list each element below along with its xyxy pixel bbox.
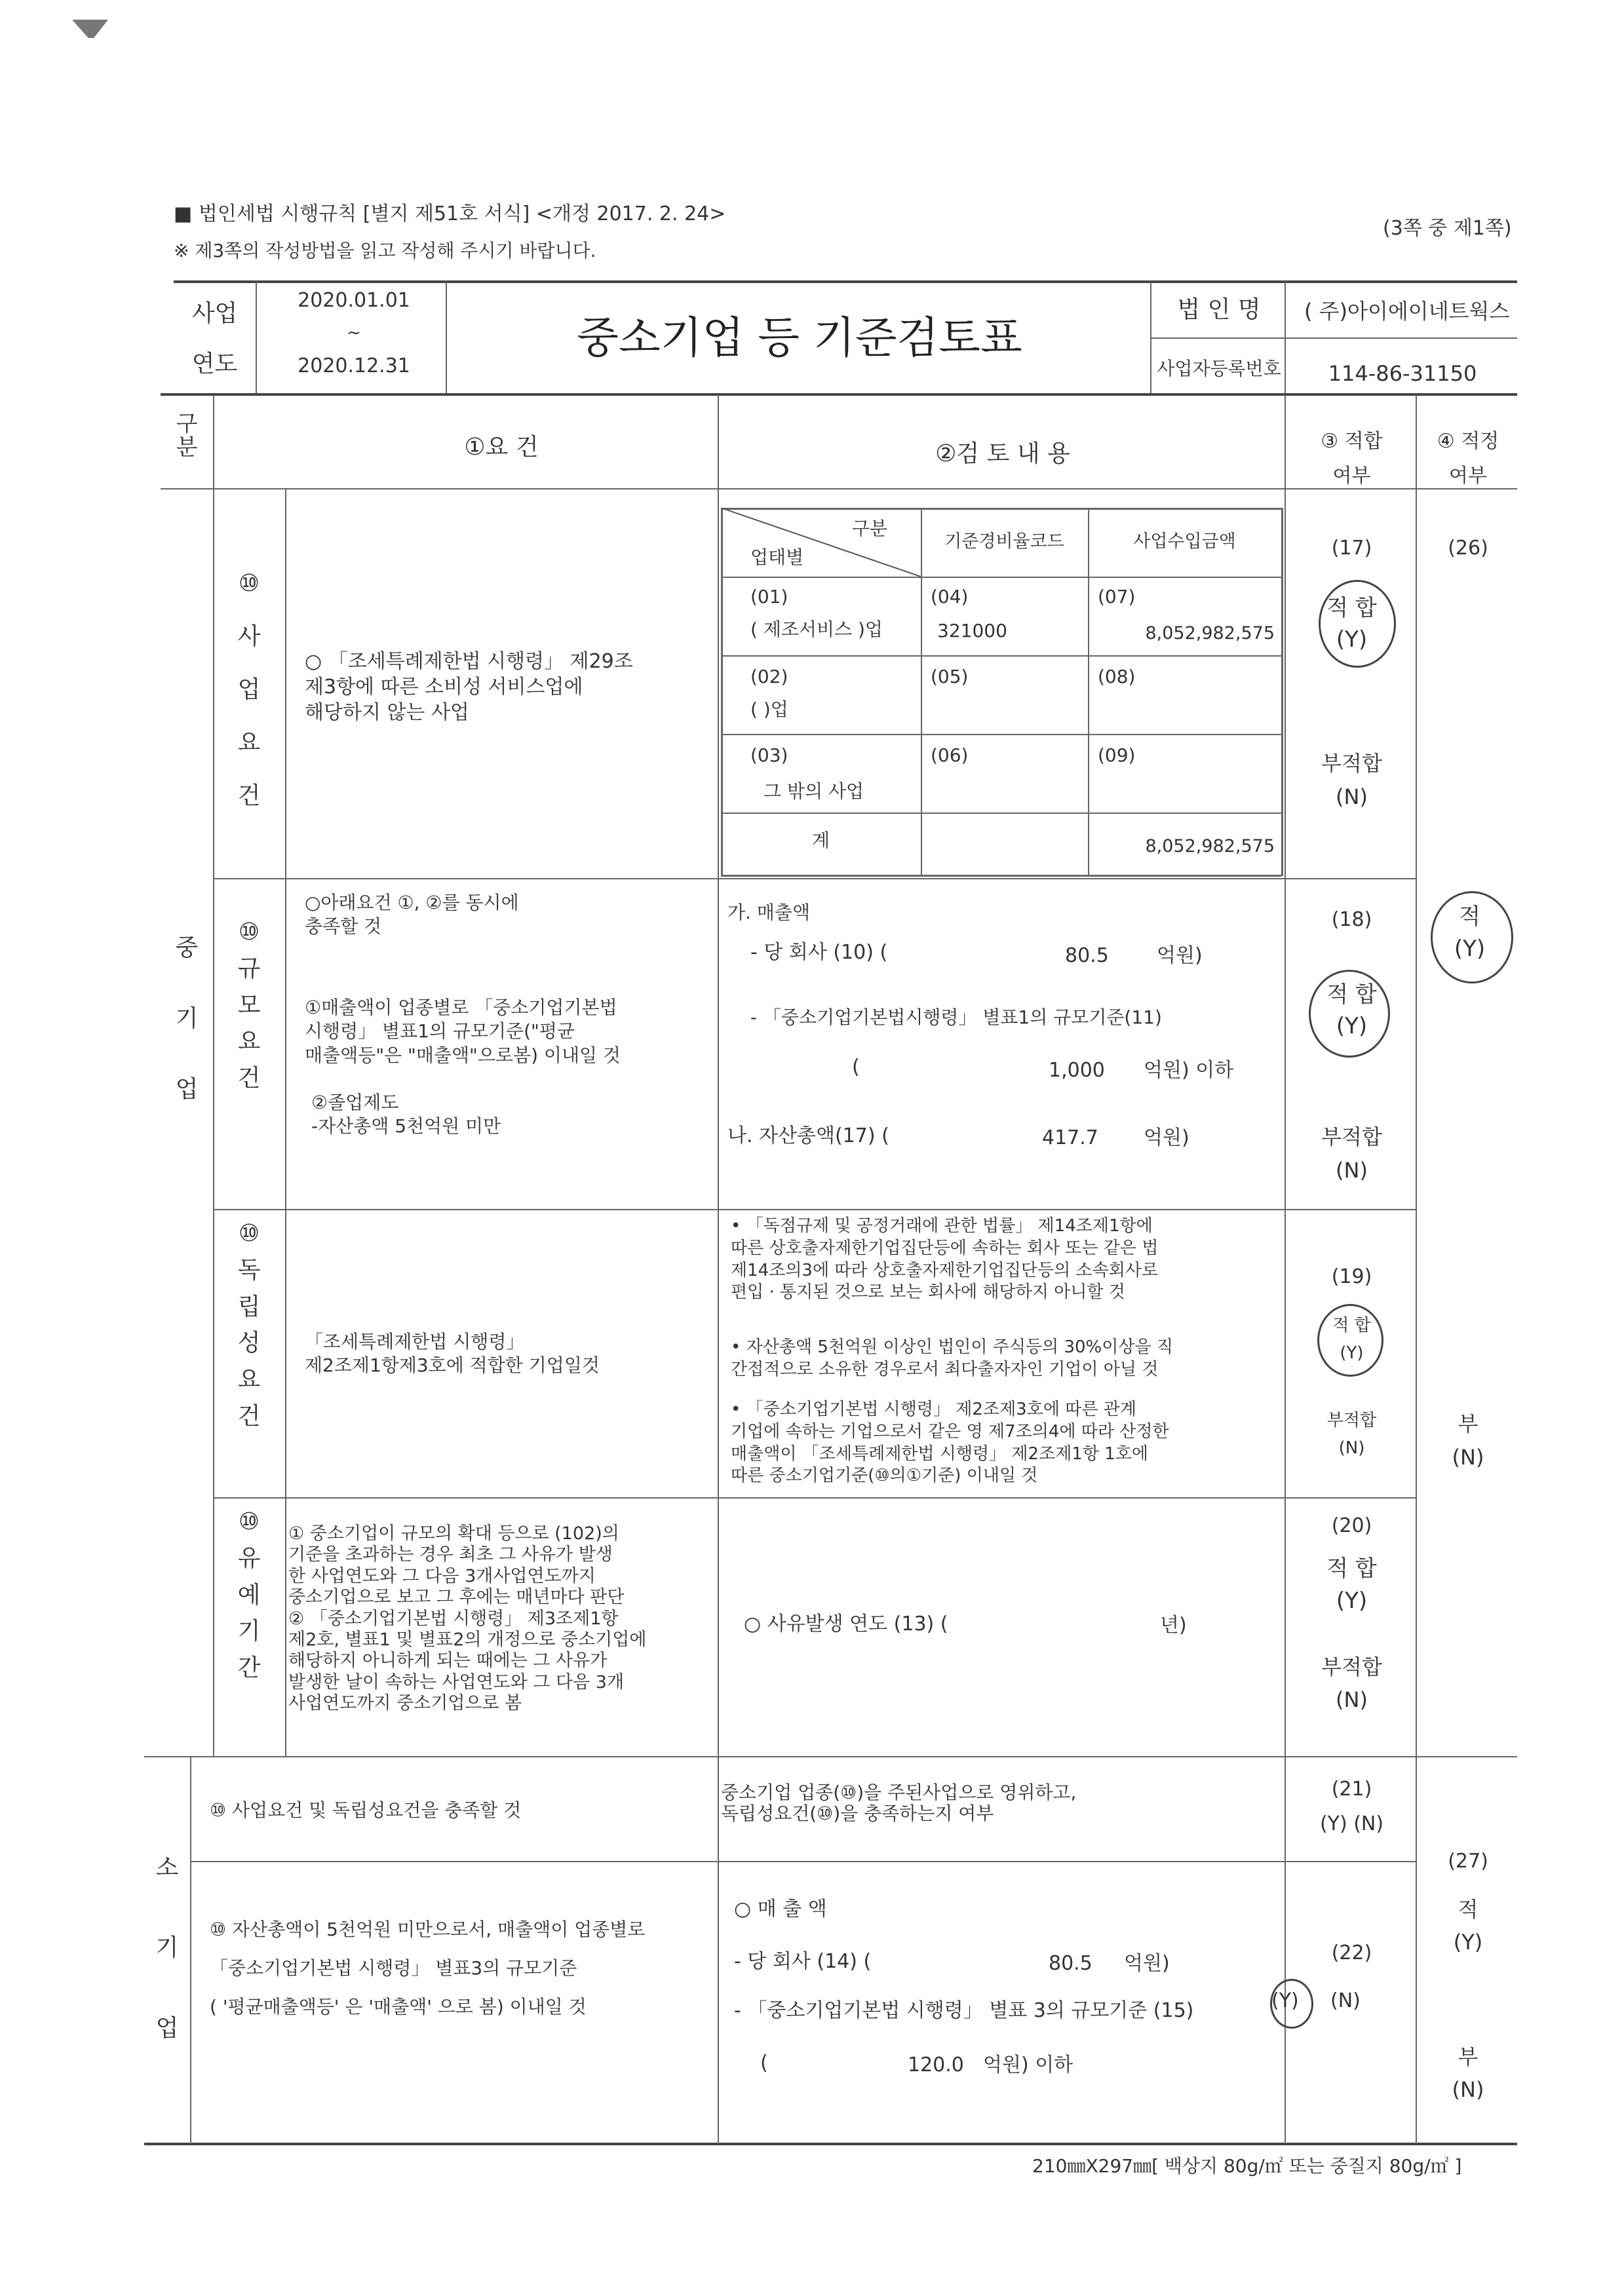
company-revenue-unit: 억원) (1157, 944, 1203, 967)
grace-period-label: ⑩ 유 예 기 간 (237, 1508, 261, 1682)
small-2-fit-n: (N) (1330, 1989, 1361, 2012)
business-type: ( )업 (750, 698, 788, 720)
scale-req-intro: ○아래요건 ①, ②를 동시에 충족할 것 (305, 892, 519, 938)
page-title: 중소기업 등 기준검토표 (577, 313, 1022, 363)
col-header-category: 구 분 (176, 411, 198, 461)
row-number: (01) (750, 586, 788, 607)
divider (1150, 337, 1517, 339)
total-assets-label: 나. 자산총액(17) ( (727, 1124, 889, 1147)
grace-fit-no: 부적합 (N) (1321, 1655, 1382, 1712)
instruction-note: ※ 제3쪽의 작성방법을 읽고 작성해 주시기 바랍니다. (174, 240, 596, 261)
row-number: (04) (931, 586, 969, 607)
company-revenue-value: 80.5 (1065, 944, 1109, 967)
business-amount: 8,052,982,575 (1145, 623, 1275, 643)
total-assets-unit: 억원) (1144, 1126, 1189, 1149)
revenue-heading: 가. 매출액 (727, 902, 810, 923)
small-2-fit-y: (Y) (1271, 1989, 1299, 2012)
end-date: 2020.12.31 (298, 354, 410, 377)
row-number: (06) (931, 744, 969, 766)
business-number: 114-86-31150 (1328, 361, 1477, 386)
independence-fit-number: (19) (1331, 1265, 1372, 1288)
row-number: (02) (750, 666, 788, 687)
business-type: 그 밖의 사업 (764, 780, 864, 802)
row-line (213, 1209, 1416, 1210)
row-line (190, 1861, 1416, 1862)
scan-mark (72, 20, 108, 38)
small-company-revenue-label: - 당 회사 (14) ( (734, 1950, 872, 1973)
independence-review-1: • 「독점규제 및 공정거래에 관한 법률」 제14조제1항에 따른 상호출자제한기업집단등에 속하는 회사 또는 같은 법 제14조의3에 따라 상호출자제한기업집단등의 소속회사로 편입 · 통지된 것으로 보는 회사에 해당하지 아니할 것 (731, 1216, 1159, 1303)
scale-req-2: ②졸업제도 -자산총액 5천억원 미만 (311, 1092, 501, 1138)
divider (446, 282, 447, 393)
small-scale-standard-open: ( (760, 2052, 768, 2075)
row-number: (08) (1098, 666, 1136, 687)
small-business-side-label: 소 기 업 (155, 1854, 179, 2042)
total-assets-value: 417.7 (1042, 1126, 1098, 1149)
header-col-category: 구분 (852, 518, 888, 539)
col-header-review: ②검 토 내 용 (935, 440, 1070, 467)
small-1-fit-yn: (Y) (N) (1319, 1812, 1384, 1835)
start-date: 2020.01.01 (298, 289, 410, 312)
independence-review-2: • 자산총액 5천억원 이상인 법인이 주식등의 30%이상을 직 간접적으로 소유한 경우로서 최다출자자인 기업이 아닐 것 (731, 1337, 1173, 1379)
business-requirement-label: ⑩ 사 업 요 건 (237, 570, 261, 809)
independence-label: ⑩ 독 립 성 요 건 (237, 1220, 261, 1430)
company-name-label: 법 인 명 (1177, 296, 1261, 323)
small-company-revenue-value: 80.5 (1049, 1952, 1092, 1975)
col-header-requirement: ①요 건 (464, 434, 539, 461)
col-header-proper: ④ 적정 여부 (1437, 430, 1499, 488)
company-name: ( 주)아이에이네트웍스 (1304, 299, 1510, 324)
business-fit-number: (17) (1331, 537, 1372, 560)
independence-fit-no: 부적합 (N) (1326, 1411, 1377, 1458)
small-requirement-2: ⑩ 자산총액이 5천억원 미만으로서, 매출액이 업종별로 「중소기업기본법 시행령」 별표3의 규모기준 ( '평균매출액등' 은 '매출액' 으로 봄) 이내일 것 (210, 1919, 646, 2018)
small-scale-standard-label: - 「중소기업기본법 시행령」 별표 3의 규모기준 (15) (734, 1999, 1194, 2022)
small-revenue-heading: ○ 매 출 액 (734, 1898, 827, 1921)
business-requirement-text: ○ 「조세특례제한법 시행령」 제29조 제3항에 따른 소비성 서비스업에 해당하지 않는 사업 (305, 650, 633, 724)
independence-review-3: • 「중소기업기본법 시행령」 제2조제3호에 따른 관계 기업에 속하는 기업으로서 같은 영 제7조의4에 따라 산정한 매출액이 「조세특례제한법 시행령」 제2조제1항 1호에 따른 중소기업기준(⑩의①기준) 이내일 것 (731, 1400, 1169, 1486)
col-header-fit: ③ 적합 여부 (1321, 430, 1383, 488)
business-fit-no: 부적합 (N) (1321, 751, 1382, 810)
row-number: (07) (1098, 586, 1136, 607)
scale-standard-open: ( (852, 1056, 860, 1079)
paper-spec: 210㎜X297㎜[ 백상지 80g/㎡ 또는 중질지 80g/㎡ ] (1032, 2155, 1462, 2177)
column-line (718, 394, 719, 2144)
scale-standard-label: - 「중소기업기본법시행령」 별표1의 규모기준(11) (750, 1006, 1162, 1028)
scale-fit-yes: 적 합 (Y) (1326, 982, 1377, 1039)
header-amount: 사업수입금액 (1133, 531, 1236, 552)
small-proper-number: (27) (1448, 1850, 1488, 1873)
regulation-caption: ■ 법인세법 시행규칙 [별지 제51호 서식] <개정 2017. 2. 24> (174, 202, 726, 225)
scale-fit-no: 부적합 (N) (1321, 1124, 1382, 1183)
small-proper-yes: 적 (Y) (1453, 1897, 1483, 1955)
small-company-revenue-unit: 억원) (1124, 1952, 1170, 1975)
grace-year-unit: 년) (1160, 1614, 1187, 1637)
sme-proper-no: 부 (N) (1452, 1411, 1484, 1470)
row-line (213, 878, 1416, 879)
business-proper-number: (26) (1448, 537, 1488, 560)
independence-requirement: 「조세특례제한법 시행령」 제2조제1항제3호에 적합한 기업일것 (305, 1331, 600, 1377)
scale-standard-value: 1,000 (1049, 1059, 1105, 1082)
column-line (1285, 394, 1286, 2144)
business-fit-yes: 적 합 (Y) (1326, 595, 1377, 653)
sme-proper-yes: 적 (Y) (1454, 904, 1486, 963)
business-number-label: 사업자등록번호 (1157, 358, 1281, 379)
scale-standard-unit: 억원) 이하 (1144, 1059, 1234, 1082)
small-scale-standard-unit: 억원) 이하 (983, 2054, 1073, 2076)
grace-requirement: ① 중소기업이 규모의 확대 등으로 (102)의 기준을 초과하는 경우 최초 그 사유가 발생 한 사업연도와 그 다음 3개사업연도까지 중소기업으로 보고 그 후에는 매년마다 판단 ② 「중소기업기본법 시행령」 제3조제1항 제2호, 별표1 및 별표2의 개정으로 중소기업에 해당하지 아니하게 되는 때에는 그 사유가 발생한 날이 속하는 사업연도와 그 다음 3개 사업연도까지 중소기업으로 봄 (288, 1523, 647, 1714)
row-number: (09) (1098, 744, 1136, 766)
table-bottom-border (144, 2143, 1517, 2145)
date-tilde: ~ (347, 323, 361, 343)
small-review-1: 중소기업 업종(⑩)을 주된사업으로 영위하고, 독립성요건(⑩)을 충족하는지 여부 (721, 1782, 1077, 1825)
row-line (213, 1497, 1416, 1499)
column-line (190, 1757, 191, 2144)
grace-fit-number: (20) (1331, 1514, 1372, 1537)
independence-fit-yes: 적 합 (Y) (1332, 1316, 1371, 1363)
company-revenue-label: - 당 회사 (10) ( (750, 941, 888, 964)
total-amount: 8,052,982,575 (1145, 836, 1275, 856)
page-indicator: (3쪽 중 제1쪽) (1383, 217, 1512, 240)
grace-year-label: ○ 사유발생 연도 (13) ( (744, 1613, 948, 1636)
table-top-border (161, 393, 1517, 396)
scale-req-1: ①매출액이 업종별로 「중소기업기본법 시행령」 별표1의 규모기준("평균 매출액등"은 "매출액"으로봄) 이내일 것 (305, 997, 621, 1066)
column-line (1416, 394, 1417, 2144)
scale-requirement-label: ⑩ 규 모 요 건 (237, 919, 261, 1092)
header-code: 기준경비율코드 (944, 531, 1064, 552)
row-line (144, 1756, 1517, 1757)
header-row-type: 업태별 (750, 546, 804, 568)
sme-side-label: 중 기 업 (175, 934, 199, 1103)
business-code: 321000 (937, 620, 1007, 641)
row-number: (03) (750, 744, 788, 766)
scale-fit-number: (18) (1331, 908, 1372, 931)
small-scale-standard-value: 120.0 (908, 2054, 964, 2076)
divider (256, 282, 257, 393)
row-number: (05) (931, 666, 969, 687)
total-label: 계 (811, 830, 830, 851)
business-type-table (721, 508, 1285, 878)
small-requirement-1: ⑩ 사업요건 및 독립성요건을 충족할 것 (210, 1799, 522, 1821)
small-proper-no: 부 (N) (1452, 2044, 1484, 2102)
column-line (285, 488, 286, 1756)
business-year-label: 사업 연도 (191, 300, 238, 378)
top-border (174, 280, 1517, 283)
business-type: ( 제조서비스 )업 (750, 619, 883, 640)
small-1-fit-number: (21) (1331, 1778, 1372, 1801)
small-2-fit-number: (22) (1331, 1942, 1372, 1964)
grace-fit-yes: 적 합 (Y) (1326, 1556, 1377, 1615)
